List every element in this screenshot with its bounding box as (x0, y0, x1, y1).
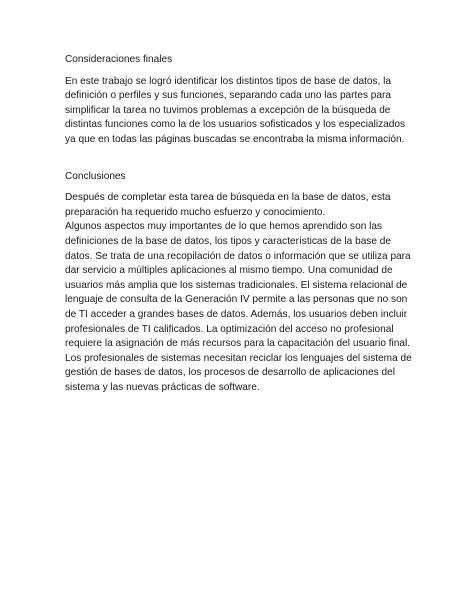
document-body (65, 53, 417, 395)
section-conclusiones (65, 170, 417, 396)
paragraph-consideraciones: En este trabajo se logró identificar los distintos tipos de base de datos, la definición o perfiles y sus funciones, separando cada uno las partes para simplificar la tarea no tuvimos problemas a excepción de la búsqueda de distintas funciones como la de los usuarios sofisticados y los especializados ya que en todas las páginas buscadas se encontraba la misma información. (65, 75, 405, 145)
section-heading-consideraciones: Consideraciones finales (65, 54, 173, 65)
section-heading-conclusiones: Conclusiones (65, 170, 126, 182)
paragraph-conclusiones-body: Algunos aspectos muy importantes de lo que hemos aprendido son las definiciones de la base de datos, los tipos y características de la base de datos. Se trata de una recopilación de datos o información que se utiliza para dar servicio a múltiples aplicaciones al mismo tiempo. Una comunidad de usuarios más amplia que los sistemas tradicionales. El sistema relacional de lenguaje de consulta de la Generación IV permite a las personas que no son de TI acceder a grandes bases de datos. Además, los usuarios deben incluir profesionales de TI calificados. La optimización del acceso no profesional requiere la asignación de más recursos para la capacitación del usuario final. Los profesionales de sistemas necesitan reciclar los lenguajes del sistema de gestión de bases de datos, los procesos de desarrollo de aplicaciones del sistema y las nuevas prácticas de software. (65, 221, 412, 393)
paragraph-conclusiones-intro: Después de completar esta tarea de búsqueda en la base de datos, esta preparación ha requerido mucho esfuerzo y conocimiento. (65, 192, 391, 218)
